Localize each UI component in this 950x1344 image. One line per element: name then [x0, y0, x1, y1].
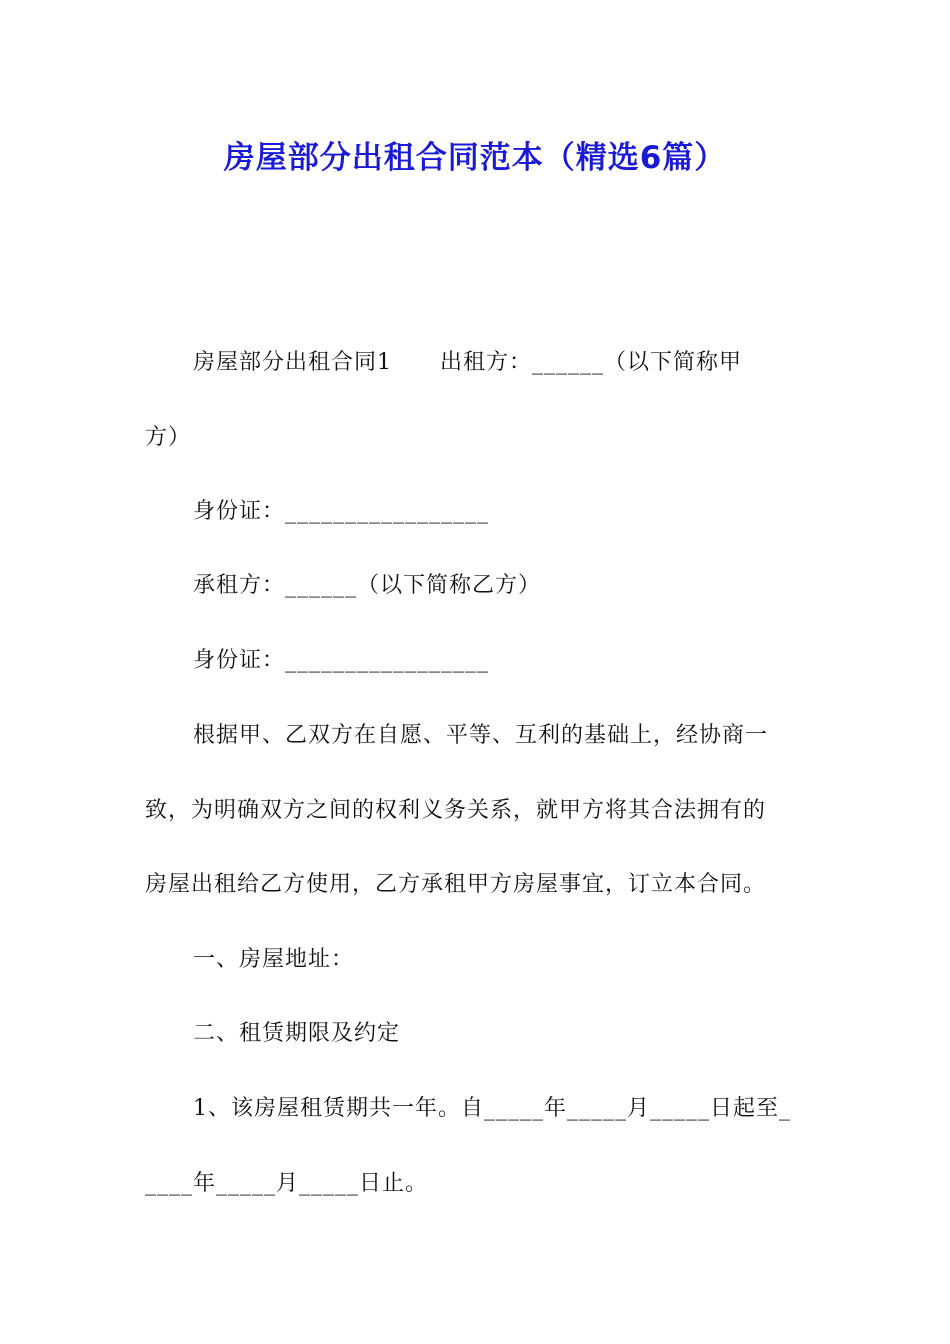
lessee-id-line: 身份证：_________________ [193, 648, 490, 673]
document-title: 房屋部分出租合同范本（精选6篇） [223, 140, 727, 176]
paragraph-line-1 [193, 345, 742, 376]
paragraph-line-11: 1、该房屋租赁期共一年。自_____年_____月_____日起至_ [193, 1096, 791, 1121]
lessor-label: 出租方：______（以下简称甲 [440, 350, 743, 375]
lessor-id-line: 身份证：_________________ [193, 499, 490, 524]
section-heading-term: 二、租赁期限及约定 [193, 1021, 401, 1046]
paragraph-line-7: 致，为明确双方之间的权利义务关系，就甲方将其合法拥有的 [145, 798, 767, 823]
paragraph-line-6: 根据甲、乙双方在自愿、平等、互利的基础上，经协商一 [193, 723, 769, 748]
paragraph-line-8: 房屋出租给乙方使用，乙方承租甲方房屋事宜，订立本合同。 [145, 872, 767, 897]
lessee-line: 承租方：______（以下简称乙方） [193, 573, 542, 598]
paragraph-line-12: ____年_____月_____日止。 [145, 1171, 429, 1196]
section-heading-address: 一、房屋地址： [193, 947, 355, 972]
paragraph-line-2: 方） [145, 425, 192, 450]
contract-heading: 房屋部分出租合同1 [193, 350, 392, 375]
